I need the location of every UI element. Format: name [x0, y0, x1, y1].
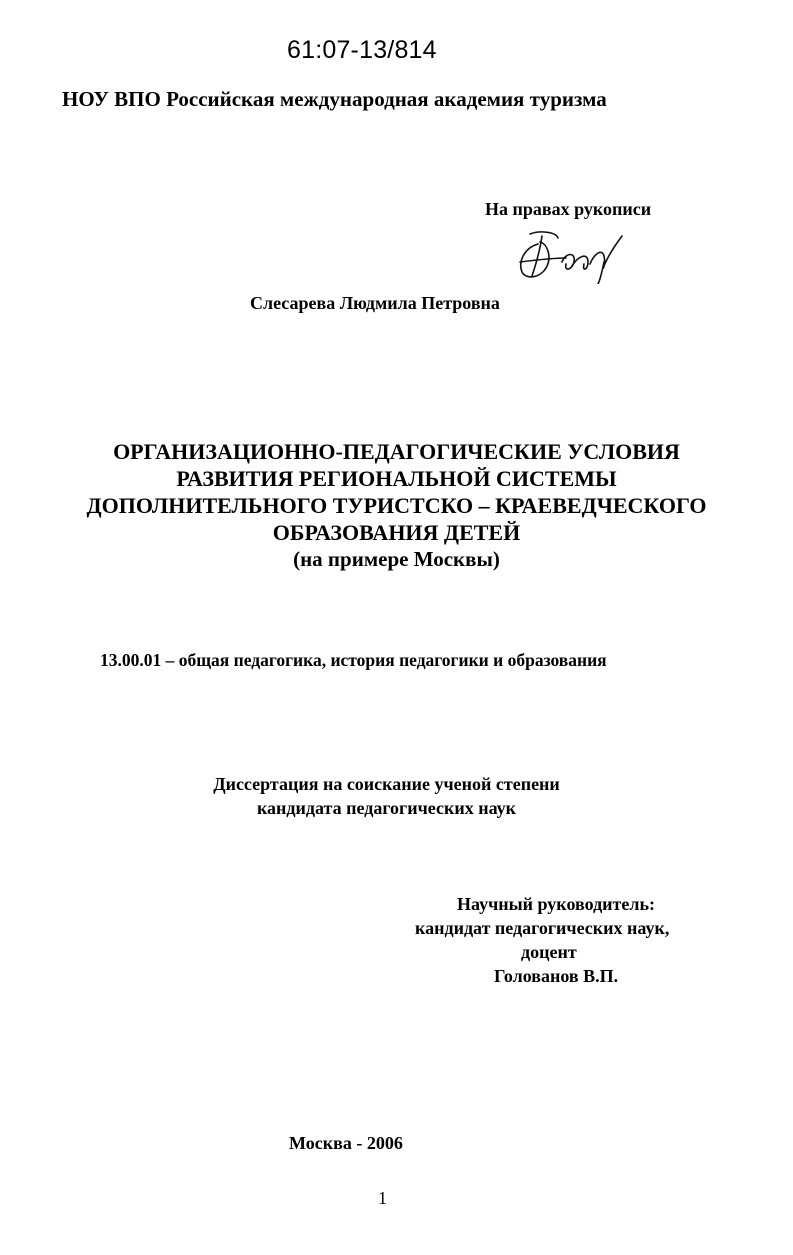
title-line-2: РАЗВИТИЯ РЕГИОНАЛЬНОЙ СИСТЕМЫ: [176, 466, 617, 491]
supervisor-rank: доцент: [521, 942, 577, 962]
institution-name: НОУ ВПО Российская международная академия туризма: [62, 87, 607, 111]
manuscript-rights: На правах рукописи: [485, 199, 652, 219]
supervisor-name: Голованов В.П.: [494, 966, 619, 986]
signature-image: [512, 222, 632, 284]
page-number: 1: [378, 1188, 387, 1208]
supervisor-label: Научный руководитель:: [457, 894, 655, 914]
dissertation-title: [0, 438, 793, 573]
title-line-4: ОБРАЗОВАНИЯ ДЕТЕЙ: [272, 520, 521, 545]
degree-line-1: Диссертация на соискание ученой степени: [213, 774, 560, 794]
supervisor-degree: кандидат педагогических наук,: [415, 918, 670, 938]
title-line-1: ОРГАНИЗАЦИОННО-ПЕДАГОГИЧЕСКИЕ УСЛОВИЯ: [113, 439, 680, 464]
degree-statement: [0, 772, 793, 820]
author-name: Слесарева Людмила Петровна: [250, 293, 500, 313]
title-line-3: ДОПОЛНИТЕЛЬНОГО ТУРИСТСКО – КРАЕВЕДЧЕСКОГО: [86, 493, 707, 518]
city-year: Москва - 2006: [289, 1133, 403, 1153]
specialty-code: 13.00.01 – общая педагогика, история педагогики и образования: [100, 650, 607, 670]
degree-line-2: кандидата педагогических наук: [256, 798, 517, 818]
title-subtitle: (на примере Москвы): [293, 547, 500, 571]
archive-code: 61:07-13/814: [287, 36, 437, 64]
